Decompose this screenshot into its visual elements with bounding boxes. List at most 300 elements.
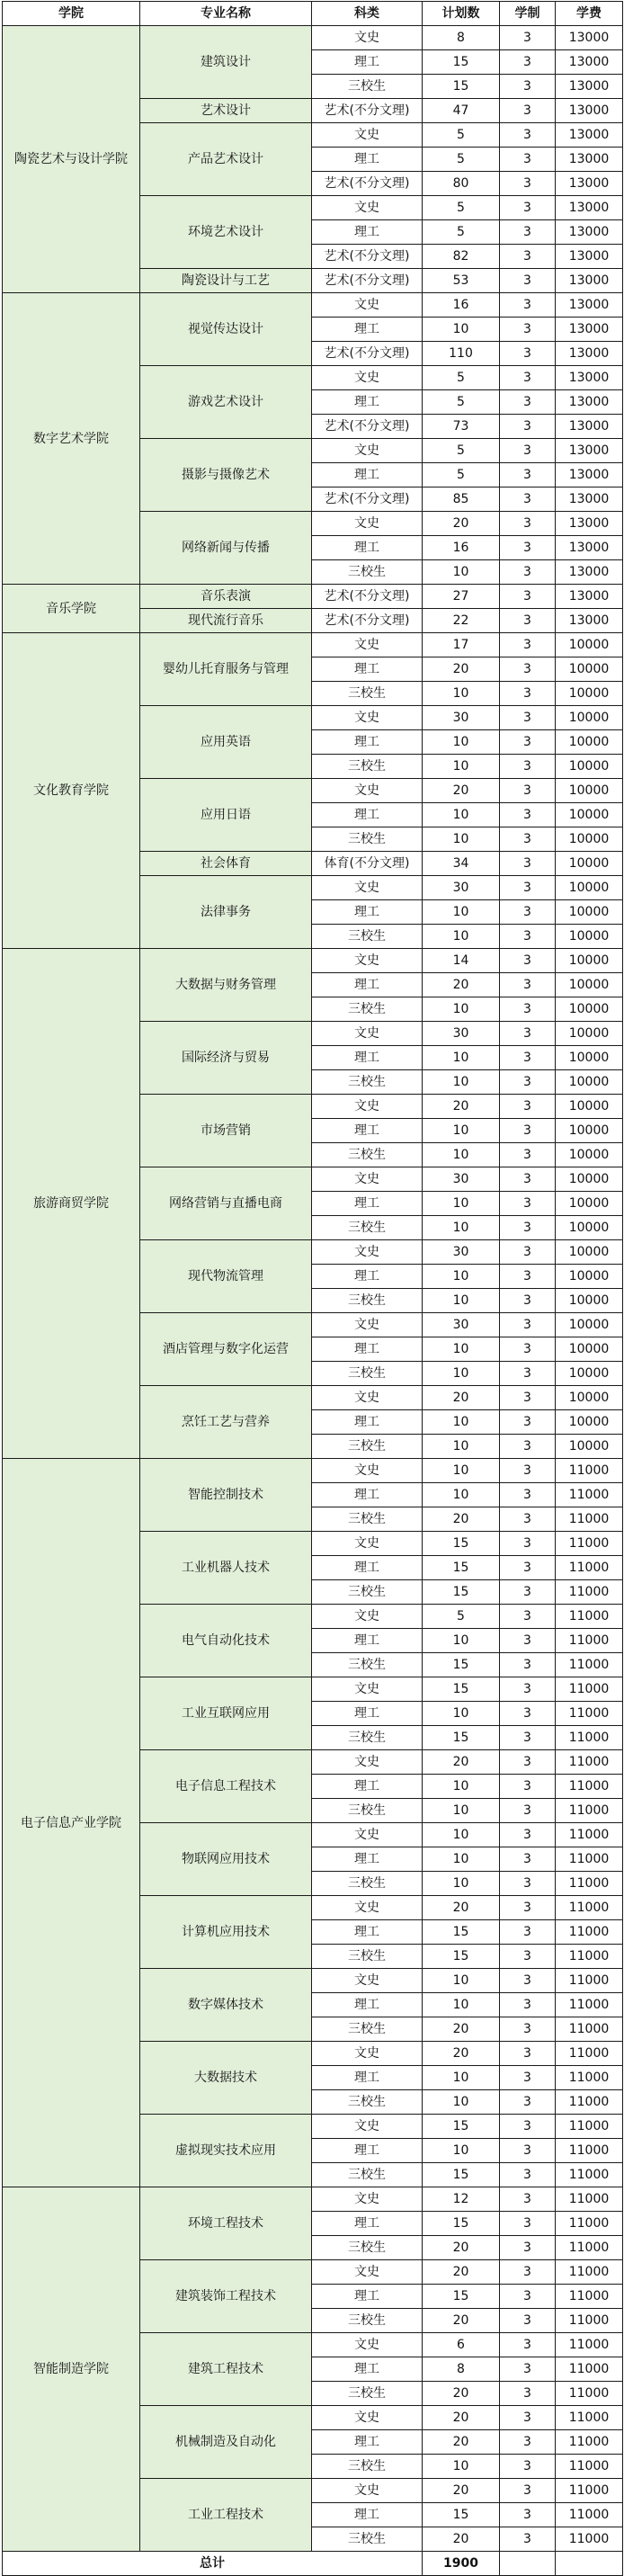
plan-count-cell: 10 <box>423 925 500 949</box>
plan-count-cell: 15 <box>423 50 500 75</box>
tuition-cell: 10000 <box>556 1167 623 1192</box>
plan-count-cell: 10 <box>423 2066 500 2090</box>
subject-cell: 理工 <box>312 148 423 172</box>
duration-cell: 3 <box>500 2357 556 2382</box>
subject-cell: 文史 <box>312 2479 423 2503</box>
tuition-cell: 10000 <box>556 925 623 949</box>
plan-count-cell: 15 <box>423 1556 500 1580</box>
duration-cell: 3 <box>500 1580 556 1605</box>
major-cell: 陶瓷设计与工艺 <box>140 269 312 293</box>
plan-count-cell: 20 <box>423 2260 500 2285</box>
subject-cell: 理工 <box>312 1337 423 1362</box>
plan-count-cell: 30 <box>423 1167 500 1192</box>
duration-cell: 3 <box>500 1556 556 1580</box>
tuition-cell: 10000 <box>556 803 623 827</box>
duration-cell: 3 <box>500 1362 556 1386</box>
plan-count-cell: 20 <box>423 2382 500 2406</box>
tuition-cell: 11000 <box>556 1872 623 1896</box>
plan-count-cell: 15 <box>423 2212 500 2236</box>
major-cell: 游戏艺术设计 <box>140 366 312 439</box>
duration-cell: 3 <box>500 172 556 196</box>
tuition-cell: 11000 <box>556 1483 623 1507</box>
plan-count-cell: 5 <box>423 196 500 220</box>
duration-cell: 3 <box>500 1265 556 1289</box>
subject-cell: 三校生 <box>312 1653 423 1677</box>
tuition-cell: 11000 <box>556 1799 623 1823</box>
tuition-cell: 13000 <box>556 245 623 269</box>
tuition-cell: 13000 <box>556 536 623 560</box>
tuition-cell: 11000 <box>556 2187 623 2212</box>
tuition-cell: 11000 <box>556 1629 623 1653</box>
subject-cell: 三校生 <box>312 2017 423 2042</box>
subject-cell: 文史 <box>312 2115 423 2139</box>
college-cell: 数字艺术学院 <box>3 293 140 585</box>
subject-cell: 理工 <box>312 390 423 415</box>
plan-count-cell: 10 <box>423 1265 500 1289</box>
subject-cell: 文史 <box>312 293 423 318</box>
plan-count-cell: 10 <box>423 1070 500 1095</box>
duration-cell: 3 <box>500 949 556 973</box>
subject-cell: 理工 <box>312 2503 423 2527</box>
duration-cell: 3 <box>500 1969 556 1993</box>
subject-cell: 文史 <box>312 2187 423 2212</box>
plan-count-cell: 10 <box>423 755 500 779</box>
tuition-cell: 10000 <box>556 1095 623 1119</box>
subject-cell: 三校生 <box>312 2090 423 2115</box>
tuition-cell: 10000 <box>556 1313 623 1337</box>
duration-cell: 3 <box>500 439 556 463</box>
subject-cell: 文史 <box>312 439 423 463</box>
subject-cell: 理工 <box>312 220 423 245</box>
duration-cell: 3 <box>500 1337 556 1362</box>
plan-count-cell: 20 <box>423 2309 500 2333</box>
subject-cell: 文史 <box>312 366 423 390</box>
duration-cell: 3 <box>500 730 556 755</box>
major-cell: 工业工程技术 <box>140 2479 312 2552</box>
plan-count-cell: 15 <box>423 75 500 99</box>
subject-cell: 体育(不分文理) <box>312 852 423 876</box>
plan-count-cell: 5 <box>423 123 500 148</box>
major-cell: 法律事务 <box>140 876 312 949</box>
plan-count-cell: 15 <box>423 1653 500 1677</box>
tuition-cell: 10000 <box>556 1022 623 1046</box>
tuition-cell: 10000 <box>556 1216 623 1240</box>
tuition-cell: 13000 <box>556 560 623 585</box>
major-cell: 电气自动化技术 <box>140 1605 312 1677</box>
major-cell: 大数据与财务管理 <box>140 949 312 1022</box>
duration-cell: 3 <box>500 633 556 657</box>
plan-count-cell: 10 <box>423 827 500 852</box>
tuition-cell: 11000 <box>556 2285 623 2309</box>
total-empty-cell <box>556 2552 623 2576</box>
duration-cell: 3 <box>500 2017 556 2042</box>
duration-cell: 3 <box>500 900 556 925</box>
plan-count-cell: 10 <box>423 1823 500 1847</box>
tuition-cell: 11000 <box>556 2139 623 2163</box>
subject-cell: 文史 <box>312 1823 423 1847</box>
college-cell: 智能制造学院 <box>3 2187 140 2552</box>
major-cell: 产品艺术设计 <box>140 123 312 196</box>
subject-cell: 理工 <box>312 1993 423 2017</box>
major-cell: 建筑工程技术 <box>140 2333 312 2406</box>
duration-cell: 3 <box>500 2430 556 2455</box>
tuition-cell: 11000 <box>556 1750 623 1775</box>
duration-cell: 3 <box>500 99 556 123</box>
table-row <box>3 633 623 657</box>
plan-count-cell: 10 <box>423 1289 500 1313</box>
tuition-cell: 13000 <box>556 26 623 50</box>
plan-count-cell: 10 <box>423 1216 500 1240</box>
duration-cell: 3 <box>500 1605 556 1629</box>
duration-cell: 3 <box>500 2236 556 2260</box>
duration-cell: 3 <box>500 876 556 900</box>
plan-count-cell: 30 <box>423 876 500 900</box>
tuition-cell: 11000 <box>556 1677 623 1702</box>
duration-cell: 3 <box>500 2090 556 2115</box>
duration-cell: 3 <box>500 293 556 318</box>
tuition-cell: 11000 <box>556 2309 623 2333</box>
major-cell: 摄影与摄像艺术 <box>140 439 312 512</box>
subject-cell: 文史 <box>312 123 423 148</box>
table-row <box>3 1459 623 1483</box>
college-cell: 旅游商贸学院 <box>3 949 140 1459</box>
tuition-cell: 13000 <box>556 99 623 123</box>
plan-count-cell: 16 <box>423 536 500 560</box>
subject-cell: 理工 <box>312 536 423 560</box>
duration-cell: 3 <box>500 2527 556 2552</box>
header-tuition: 学费 <box>556 2 623 26</box>
subject-cell: 理工 <box>312 1046 423 1070</box>
duration-cell: 3 <box>500 1070 556 1095</box>
tuition-cell: 10000 <box>556 1070 623 1095</box>
duration-cell: 3 <box>500 1653 556 1677</box>
tuition-cell: 13000 <box>556 487 623 512</box>
plan-count-cell: 10 <box>423 1993 500 2017</box>
duration-cell: 3 <box>500 50 556 75</box>
plan-count-cell: 85 <box>423 487 500 512</box>
plan-count-cell: 20 <box>423 657 500 682</box>
subject-cell: 理工 <box>312 2139 423 2163</box>
tuition-cell: 11000 <box>556 2333 623 2357</box>
major-cell: 国际经济与贸易 <box>140 1022 312 1095</box>
subject-cell: 三校生 <box>312 755 423 779</box>
tuition-cell: 11000 <box>556 1847 623 1872</box>
duration-cell: 3 <box>500 487 556 512</box>
subject-cell: 理工 <box>312 973 423 997</box>
college-cell: 文化教育学院 <box>3 633 140 949</box>
subject-cell: 三校生 <box>312 1143 423 1167</box>
tuition-cell: 11000 <box>556 1556 623 1580</box>
tuition-cell: 11000 <box>556 1507 623 1532</box>
plan-count-cell: 30 <box>423 1313 500 1337</box>
plan-count-cell: 10 <box>423 682 500 706</box>
plan-count-cell: 15 <box>423 2285 500 2309</box>
tuition-cell: 13000 <box>556 585 623 609</box>
table-row <box>3 293 623 318</box>
subject-cell: 理工 <box>312 1265 423 1289</box>
subject-cell: 三校生 <box>312 1507 423 1532</box>
duration-cell: 3 <box>500 2066 556 2090</box>
duration-cell: 3 <box>500 390 556 415</box>
duration-cell: 3 <box>500 512 556 536</box>
major-cell: 视觉传达设计 <box>140 293 312 366</box>
subject-cell: 三校生 <box>312 925 423 949</box>
subject-cell: 理工 <box>312 463 423 487</box>
duration-cell: 3 <box>500 1799 556 1823</box>
duration-cell: 3 <box>500 657 556 682</box>
duration-cell: 3 <box>500 1459 556 1483</box>
duration-cell: 3 <box>500 245 556 269</box>
duration-cell: 3 <box>500 1823 556 1847</box>
tuition-cell: 11000 <box>556 1459 623 1483</box>
duration-cell: 3 <box>500 1629 556 1653</box>
tuition-cell: 11000 <box>556 1823 623 1847</box>
tuition-cell: 10000 <box>556 755 623 779</box>
plan-count-cell: 47 <box>423 99 500 123</box>
plan-count-cell: 10 <box>423 803 500 827</box>
subject-cell: 文史 <box>312 1677 423 1702</box>
plan-count-cell: 20 <box>423 2042 500 2066</box>
major-cell: 社会体育 <box>140 852 312 876</box>
duration-cell: 3 <box>500 536 556 560</box>
duration-cell: 3 <box>500 1872 556 1896</box>
duration-cell: 3 <box>500 2260 556 2285</box>
tuition-cell: 11000 <box>556 2115 623 2139</box>
plan-count-cell: 5 <box>423 1605 500 1629</box>
tuition-cell: 11000 <box>556 1775 623 1799</box>
subject-cell: 艺术(不分文理) <box>312 172 423 196</box>
subject-cell: 三校生 <box>312 682 423 706</box>
subject-cell: 理工 <box>312 1775 423 1799</box>
plan-count-cell: 20 <box>423 1386 500 1410</box>
major-cell: 烹饪工艺与营养 <box>140 1386 312 1459</box>
major-cell: 现代物流管理 <box>140 1240 312 1313</box>
duration-cell: 3 <box>500 2163 556 2187</box>
subject-cell: 理工 <box>312 2212 423 2236</box>
tuition-cell: 11000 <box>556 2430 623 2455</box>
duration-cell: 3 <box>500 2455 556 2479</box>
duration-cell: 3 <box>500 755 556 779</box>
duration-cell: 3 <box>500 706 556 730</box>
major-cell: 市场营销 <box>140 1095 312 1167</box>
plan-count-cell: 22 <box>423 609 500 633</box>
tuition-cell: 13000 <box>556 293 623 318</box>
tuition-cell: 10000 <box>556 657 623 682</box>
duration-cell: 3 <box>500 1750 556 1775</box>
duration-cell: 3 <box>500 973 556 997</box>
subject-cell: 三校生 <box>312 1362 423 1386</box>
plan-count-cell: 15 <box>423 2163 500 2187</box>
plan-count-cell: 10 <box>423 1046 500 1070</box>
tuition-cell: 11000 <box>556 2357 623 2382</box>
tuition-cell: 10000 <box>556 730 623 755</box>
plan-count-cell: 20 <box>423 1750 500 1775</box>
duration-cell: 3 <box>500 1896 556 1920</box>
major-cell: 现代流行音乐 <box>140 609 312 633</box>
tuition-cell: 11000 <box>556 1945 623 1969</box>
duration-cell: 3 <box>500 75 556 99</box>
subject-cell: 文史 <box>312 2260 423 2285</box>
duration-cell: 3 <box>500 2382 556 2406</box>
subject-cell: 三校生 <box>312 2236 423 2260</box>
subject-cell: 文史 <box>312 706 423 730</box>
plan-count-cell: 5 <box>423 439 500 463</box>
plan-count-cell: 10 <box>423 1337 500 1362</box>
subject-cell: 文史 <box>312 1022 423 1046</box>
major-cell: 建筑装饰工程技术 <box>140 2260 312 2333</box>
duration-cell: 3 <box>500 1775 556 1799</box>
subject-cell: 文史 <box>312 1167 423 1192</box>
total-empty-cell <box>500 2552 556 2576</box>
tuition-cell: 10000 <box>556 1046 623 1070</box>
subject-cell: 理工 <box>312 1847 423 1872</box>
plan-count-cell: 5 <box>423 463 500 487</box>
duration-cell: 3 <box>500 26 556 50</box>
college-cell: 陶瓷艺术与设计学院 <box>3 26 140 293</box>
plan-count-cell: 8 <box>423 2357 500 2382</box>
tuition-cell: 13000 <box>556 220 623 245</box>
tuition-cell: 10000 <box>556 1119 623 1143</box>
subject-cell: 三校生 <box>312 997 423 1022</box>
plan-count-cell: 17 <box>423 633 500 657</box>
tuition-cell: 13000 <box>556 512 623 536</box>
plan-count-cell: 15 <box>423 2115 500 2139</box>
subject-cell: 三校生 <box>312 1435 423 1459</box>
tuition-cell: 10000 <box>556 827 623 852</box>
subject-cell: 艺术(不分文理) <box>312 487 423 512</box>
duration-cell: 3 <box>500 1702 556 1726</box>
subject-cell: 文史 <box>312 196 423 220</box>
tuition-cell: 13000 <box>556 415 623 439</box>
duration-cell: 3 <box>500 2139 556 2163</box>
tuition-cell: 11000 <box>556 2260 623 2285</box>
tuition-cell: 13000 <box>556 50 623 75</box>
duration-cell: 3 <box>500 1435 556 1459</box>
subject-cell: 三校生 <box>312 2309 423 2333</box>
subject-cell: 理工 <box>312 2357 423 2382</box>
subject-cell: 文史 <box>312 1313 423 1337</box>
plan-count-cell: 5 <box>423 220 500 245</box>
duration-cell: 3 <box>500 2212 556 2236</box>
tuition-cell: 13000 <box>556 390 623 415</box>
duration-cell: 3 <box>500 366 556 390</box>
tuition-cell: 11000 <box>556 1896 623 1920</box>
subject-cell: 文史 <box>312 1605 423 1629</box>
subject-cell: 理工 <box>312 1629 423 1653</box>
duration-cell: 3 <box>500 2479 556 2503</box>
tuition-cell: 13000 <box>556 463 623 487</box>
plan-count-cell: 10 <box>423 1483 500 1507</box>
plan-count-cell: 15 <box>423 1726 500 1750</box>
major-cell: 数字媒体技术 <box>140 1969 312 2042</box>
duration-cell: 3 <box>500 1945 556 1969</box>
duration-cell: 3 <box>500 463 556 487</box>
subject-cell: 理工 <box>312 1410 423 1435</box>
subject-cell: 文史 <box>312 949 423 973</box>
tuition-cell: 11000 <box>556 1726 623 1750</box>
duration-cell: 3 <box>500 779 556 803</box>
table-row <box>3 585 623 609</box>
plan-count-cell: 10 <box>423 1410 500 1435</box>
plan-count-cell: 27 <box>423 585 500 609</box>
total-row <box>3 2552 623 2576</box>
major-cell: 工业互联网应用 <box>140 1677 312 1750</box>
subject-cell: 理工 <box>312 1702 423 1726</box>
tuition-cell: 10000 <box>556 973 623 997</box>
subject-cell: 理工 <box>312 50 423 75</box>
plan-count-cell: 10 <box>423 2090 500 2115</box>
major-cell: 应用日语 <box>140 779 312 852</box>
duration-cell: 3 <box>500 148 556 172</box>
duration-cell: 3 <box>500 560 556 585</box>
table-row <box>3 2187 623 2212</box>
duration-cell: 3 <box>500 1022 556 1046</box>
subject-cell: 三校生 <box>312 75 423 99</box>
duration-cell: 3 <box>500 1410 556 1435</box>
tuition-cell: 10000 <box>556 1337 623 1362</box>
tuition-cell: 11000 <box>556 2479 623 2503</box>
subject-cell: 三校生 <box>312 1216 423 1240</box>
tuition-cell: 11000 <box>556 2503 623 2527</box>
plan-count-cell: 10 <box>423 1872 500 1896</box>
plan-count-cell: 30 <box>423 1022 500 1046</box>
tuition-cell: 11000 <box>556 1532 623 1556</box>
tuition-cell: 10000 <box>556 1289 623 1313</box>
tuition-cell: 10000 <box>556 1192 623 1216</box>
tuition-cell: 11000 <box>556 2406 623 2430</box>
subject-cell: 文史 <box>312 26 423 50</box>
duration-cell: 3 <box>500 123 556 148</box>
tuition-cell: 10000 <box>556 633 623 657</box>
plan-count-cell: 20 <box>423 779 500 803</box>
tuition-cell: 13000 <box>556 172 623 196</box>
tuition-cell: 13000 <box>556 366 623 390</box>
plan-count-cell: 10 <box>423 560 500 585</box>
duration-cell: 3 <box>500 1386 556 1410</box>
tuition-cell: 10000 <box>556 1265 623 1289</box>
plan-count-cell: 10 <box>423 1847 500 1872</box>
duration-cell: 3 <box>500 342 556 366</box>
subject-cell: 文史 <box>312 876 423 900</box>
subject-cell: 三校生 <box>312 827 423 852</box>
duration-cell: 3 <box>500 1119 556 1143</box>
plan-count-cell: 20 <box>423 2430 500 2455</box>
tuition-cell: 10000 <box>556 876 623 900</box>
total-label: 总计 <box>3 2552 423 2576</box>
subject-cell: 三校生 <box>312 1872 423 1896</box>
tuition-cell: 11000 <box>556 2527 623 2552</box>
duration-cell: 3 <box>500 2333 556 2357</box>
subject-cell: 文史 <box>312 1969 423 1993</box>
tuition-cell: 11000 <box>556 2212 623 2236</box>
duration-cell: 3 <box>500 2187 556 2212</box>
plan-count-cell: 82 <box>423 245 500 269</box>
tuition-cell: 10000 <box>556 1410 623 1435</box>
duration-cell: 3 <box>500 1507 556 1532</box>
plan-count-cell: 5 <box>423 148 500 172</box>
duration-cell: 3 <box>500 1289 556 1313</box>
duration-cell: 3 <box>500 1216 556 1240</box>
plan-count-cell: 15 <box>423 1920 500 1945</box>
major-cell: 艺术设计 <box>140 99 312 123</box>
plan-count-cell: 10 <box>423 1799 500 1823</box>
duration-cell: 3 <box>500 2115 556 2139</box>
duration-cell: 3 <box>500 997 556 1022</box>
duration-cell: 3 <box>500 1993 556 2017</box>
major-cell: 音乐表演 <box>140 585 312 609</box>
plan-count-cell: 10 <box>423 1362 500 1386</box>
subject-cell: 三校生 <box>312 2163 423 2187</box>
